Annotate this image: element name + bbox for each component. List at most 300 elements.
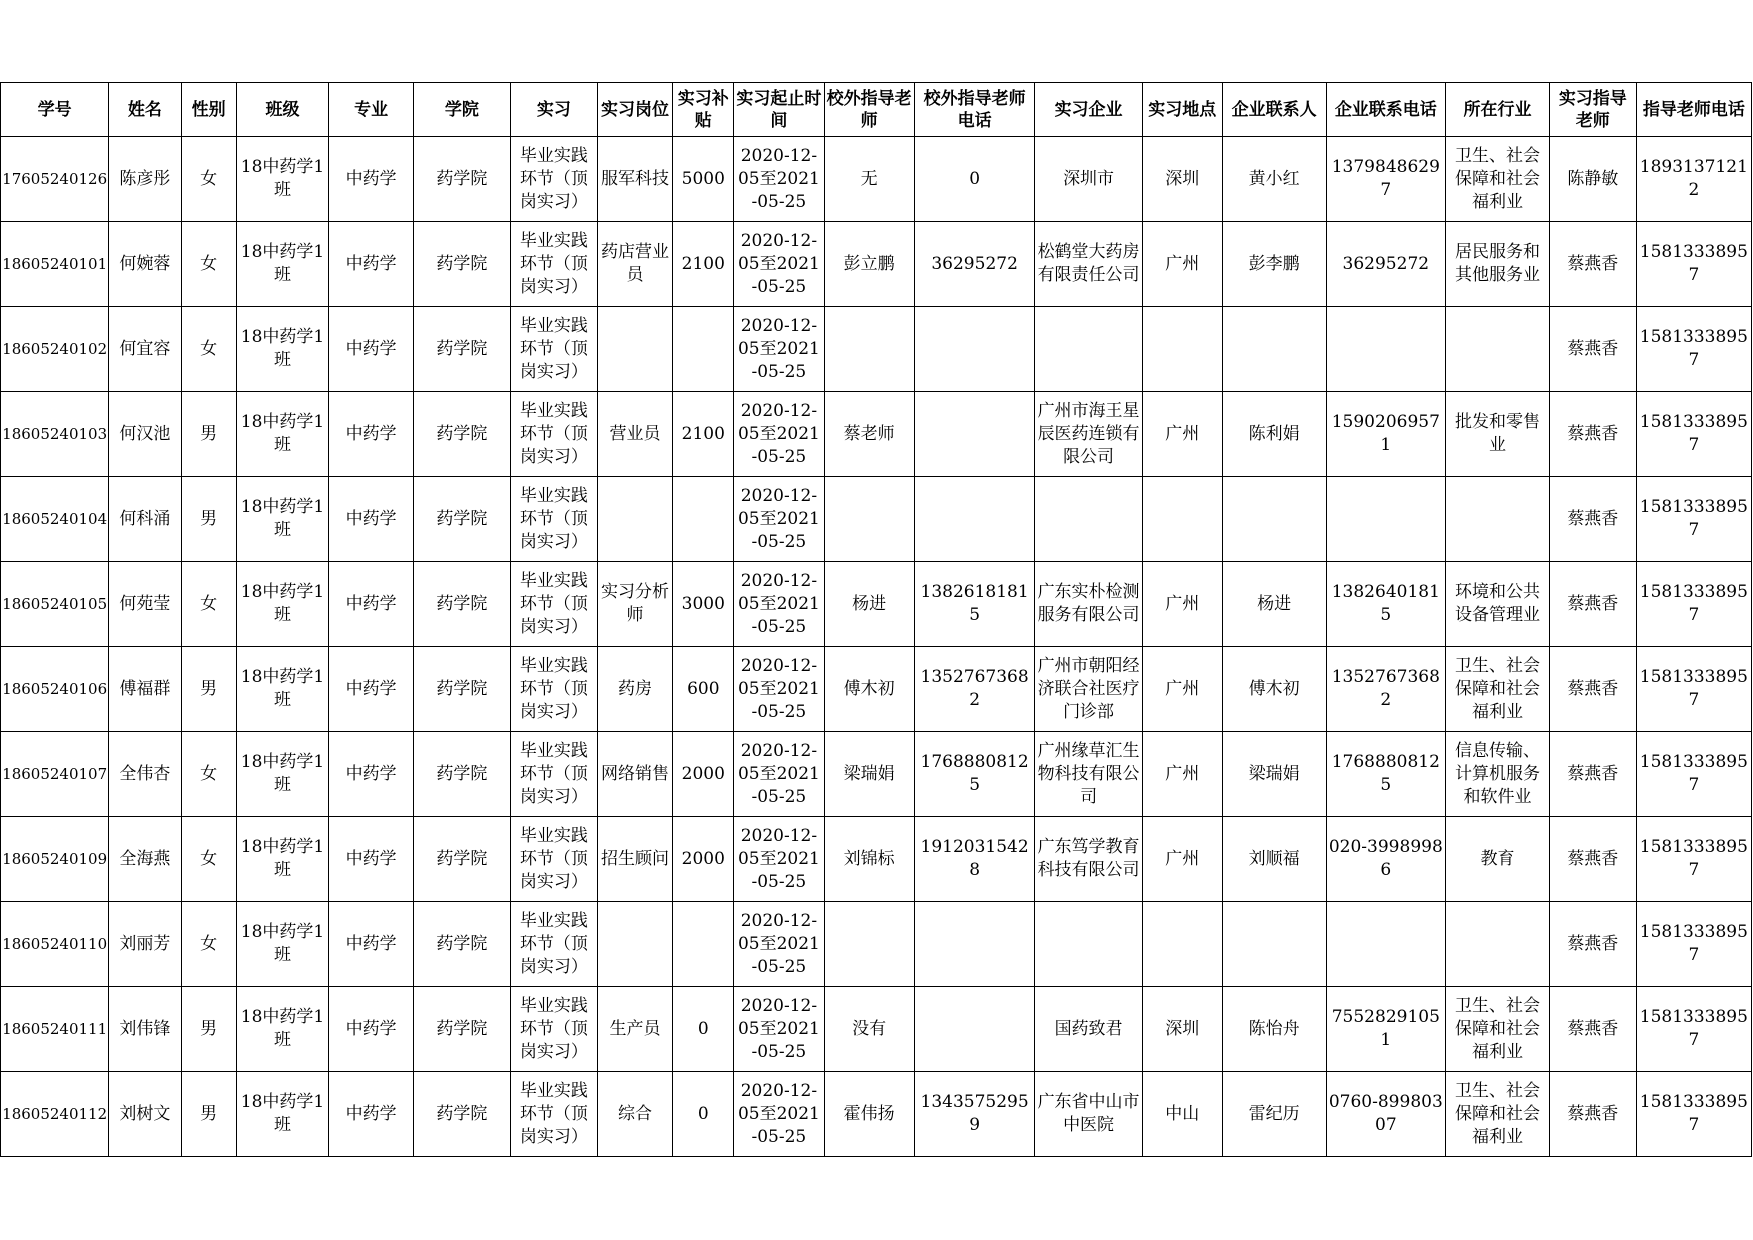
cell-text: 2000	[681, 763, 725, 784]
cell-industry	[1446, 647, 1550, 732]
cell-text: 18中药学1班	[240, 242, 325, 285]
cell-internship-subsidy	[673, 732, 734, 817]
cell-college	[413, 562, 510, 647]
cell-major	[329, 902, 414, 987]
cell-text: 毕业实践环节（顶岗实习）	[519, 230, 588, 297]
cell-text: 刘树文	[119, 1103, 171, 1124]
table-body	[1, 137, 1752, 1157]
header-gender: 性别	[181, 83, 236, 137]
cell-student-id	[1, 477, 109, 562]
cell-internship-type	[510, 647, 597, 732]
table-row	[1, 222, 1752, 307]
cell-college	[413, 392, 510, 477]
cell-text: 36295272	[931, 253, 1018, 274]
cell-text: 0	[697, 1018, 709, 1039]
cell-supervisor-phone	[1636, 987, 1751, 1072]
cell-text: 药学院	[436, 253, 488, 274]
cell-text: 广东笃学教育科技有限公司	[1037, 837, 1140, 880]
header-student-id: 学号	[1, 83, 109, 137]
cell-text: 13435752959	[920, 1092, 1029, 1135]
cell-text: 霍伟扬	[843, 1103, 895, 1124]
cell-supervisor-phone	[1636, 1072, 1751, 1157]
cell-text: 男	[200, 423, 218, 444]
cell-text: 男	[200, 678, 218, 699]
cell-major	[329, 562, 414, 647]
cell-text: 020-39989986	[1328, 837, 1443, 880]
cell-text: 何科涌	[119, 508, 171, 529]
cell-text: 2100	[681, 423, 725, 444]
cell-text: 19120315428	[920, 837, 1029, 880]
cell-internship-supervisor	[1549, 477, 1636, 562]
cell-industry	[1446, 477, 1550, 562]
cell-text: 2020-12-05至2021-05-25	[737, 145, 820, 212]
header-company-contact-phone: 企业联系电话	[1326, 83, 1446, 137]
cell-text: 傅木初	[1248, 678, 1300, 699]
cell-internship-company	[1035, 562, 1142, 647]
cell-text: 何苑莹	[119, 593, 171, 614]
cell-text: 75528291051	[1331, 1007, 1440, 1050]
cell-class	[236, 307, 329, 392]
cell-internship-subsidy	[673, 307, 734, 392]
cell-internship-company	[1035, 732, 1142, 817]
cell-internship-supervisor	[1549, 987, 1636, 1072]
cell-external-supervisor-phone	[914, 1072, 1035, 1157]
cell-class	[236, 647, 329, 732]
cell-external-supervisor	[824, 307, 914, 392]
cell-text: 2020-12-05至2021-05-25	[737, 1080, 820, 1147]
cell-text: 中山	[1165, 1103, 1200, 1124]
cell-text: 18605240104	[2, 509, 108, 528]
cell-internship-location	[1142, 987, 1222, 1072]
cell-text: 中药学	[345, 338, 397, 359]
cell-internship-position	[597, 902, 673, 987]
cell-text: 广州	[1165, 593, 1200, 614]
cell-text: 卫生、社会保障和社会福利业	[1455, 145, 1540, 212]
cell-text: 15813338957	[1639, 922, 1748, 965]
cell-text: 2020-12-05至2021-05-25	[737, 825, 820, 892]
header-internship-supervisor: 实习指导老师	[1549, 83, 1636, 137]
cell-text: 黄小红	[1248, 168, 1300, 189]
cell-gender	[181, 732, 236, 817]
cell-company-contact-phone	[1326, 817, 1446, 902]
cell-text: 蔡燕香	[1567, 338, 1619, 359]
cell-internship-location	[1142, 222, 1222, 307]
cell-class	[236, 477, 329, 562]
cell-text: 2020-12-05至2021-05-25	[737, 910, 820, 977]
cell-company-contact	[1222, 137, 1326, 222]
cell-company-contact-phone	[1326, 477, 1446, 562]
cell-name	[109, 307, 181, 392]
cell-name	[109, 732, 181, 817]
cell-text: 5000	[681, 168, 725, 189]
cell-text: 药学院	[436, 508, 488, 529]
cell-company-contact	[1222, 647, 1326, 732]
cell-internship-type	[510, 137, 597, 222]
cell-external-supervisor-phone	[914, 562, 1035, 647]
cell-text: 药学院	[436, 848, 488, 869]
cell-text: 药学院	[436, 338, 488, 359]
cell-text: 女	[200, 593, 218, 614]
cell-gender	[181, 647, 236, 732]
cell-text: 刘伟锋	[119, 1018, 171, 1039]
cell-internship-period	[734, 732, 824, 817]
cell-text: 15813338957	[1639, 1092, 1748, 1135]
cell-text: 18605240105	[2, 594, 108, 613]
cell-internship-subsidy	[673, 392, 734, 477]
cell-text: 生产员	[609, 1018, 661, 1039]
cell-industry	[1446, 987, 1550, 1072]
cell-gender	[181, 987, 236, 1072]
cell-text: 实习分析师	[601, 582, 670, 625]
cell-text: 15902069571	[1331, 412, 1440, 455]
cell-text: 17688808125	[920, 752, 1029, 795]
cell-supervisor-phone	[1636, 477, 1751, 562]
cell-text: 药学院	[436, 933, 488, 954]
cell-text: 国药致君	[1054, 1018, 1123, 1039]
cell-text: 3000	[681, 593, 725, 614]
cell-internship-type	[510, 392, 597, 477]
cell-internship-position	[597, 817, 673, 902]
cell-college	[413, 137, 510, 222]
cell-college	[413, 902, 510, 987]
header-industry: 所在行业	[1446, 83, 1550, 137]
cell-external-supervisor	[824, 222, 914, 307]
cell-class	[236, 137, 329, 222]
cell-text: 中药学	[345, 933, 397, 954]
cell-company-contact-phone	[1326, 732, 1446, 817]
cell-college	[413, 1072, 510, 1157]
cell-internship-subsidy	[673, 222, 734, 307]
cell-external-supervisor-phone	[914, 477, 1035, 562]
cell-internship-location	[1142, 902, 1222, 987]
table-row	[1, 307, 1752, 392]
cell-internship-supervisor	[1549, 817, 1636, 902]
cell-class	[236, 732, 329, 817]
cell-text: 中药学	[345, 1103, 397, 1124]
cell-external-supervisor-phone	[914, 647, 1035, 732]
cell-text: 18中药学1班	[240, 412, 325, 455]
internship-table	[0, 82, 1752, 1157]
cell-text: 13527673682	[920, 667, 1029, 710]
cell-class	[236, 902, 329, 987]
cell-internship-position	[597, 307, 673, 392]
cell-external-supervisor-phone	[914, 137, 1035, 222]
cell-internship-subsidy	[673, 1072, 734, 1157]
cell-text: 网络销售	[601, 763, 670, 784]
cell-text: 广州市朝阳经济联合社医疗门诊部	[1037, 655, 1140, 722]
cell-text: 毕业实践环节（顶岗实习）	[519, 740, 588, 807]
table-row	[1, 1072, 1752, 1157]
cell-internship-company	[1035, 1072, 1142, 1157]
cell-text: 杨进	[852, 593, 887, 614]
cell-text: 毕业实践环节（顶岗实习）	[519, 995, 588, 1062]
cell-text: 信息传输、计算机服务和软件业	[1455, 740, 1540, 807]
cell-text: 毕业实践环节（顶岗实习）	[519, 910, 588, 977]
cell-internship-supervisor	[1549, 222, 1636, 307]
cell-internship-location	[1142, 477, 1222, 562]
cell-text: 18中药学1班	[240, 752, 325, 795]
cell-major	[329, 1072, 414, 1157]
cell-text: 中药学	[345, 848, 397, 869]
cell-name	[109, 647, 181, 732]
cell-internship-company	[1035, 647, 1142, 732]
cell-college	[413, 222, 510, 307]
cell-internship-type	[510, 307, 597, 392]
cell-internship-location	[1142, 732, 1222, 817]
cell-major	[329, 732, 414, 817]
cell-internship-company	[1035, 392, 1142, 477]
cell-text: 13826181815	[920, 582, 1029, 625]
cell-internship-period	[734, 647, 824, 732]
cell-class	[236, 222, 329, 307]
cell-company-contact	[1222, 732, 1326, 817]
cell-name	[109, 222, 181, 307]
cell-text: 18605240111	[2, 1019, 108, 1038]
cell-text: 女	[200, 253, 218, 274]
table-row	[1, 477, 1752, 562]
cell-text: 15813338957	[1639, 412, 1748, 455]
cell-text: 2020-12-05至2021-05-25	[737, 400, 820, 467]
cell-external-supervisor	[824, 477, 914, 562]
cell-major	[329, 222, 414, 307]
cell-external-supervisor	[824, 987, 914, 1072]
cell-text: 批发和零售业	[1455, 412, 1540, 455]
cell-text: 广州市海王星辰医药连锁有限公司	[1037, 400, 1140, 467]
cell-internship-supervisor	[1549, 732, 1636, 817]
cell-internship-company	[1035, 987, 1142, 1072]
cell-text: 蔡燕香	[1567, 678, 1619, 699]
cell-internship-period	[734, 392, 824, 477]
cell-internship-period	[734, 222, 824, 307]
cell-text: 毕业实践环节（顶岗实习）	[519, 570, 588, 637]
cell-internship-location	[1142, 647, 1222, 732]
cell-text: 18605240112	[2, 1104, 108, 1123]
cell-internship-type	[510, 902, 597, 987]
cell-text: 男	[200, 1018, 218, 1039]
cell-industry	[1446, 902, 1550, 987]
cell-text: 彭李鹏	[1248, 253, 1300, 274]
cell-text: 13798486297	[1331, 157, 1440, 200]
cell-text: 药学院	[436, 423, 488, 444]
cell-internship-subsidy	[673, 817, 734, 902]
cell-text: 18931371212	[1639, 157, 1748, 200]
cell-name	[109, 392, 181, 477]
cell-text: 18中药学1班	[240, 1092, 325, 1135]
cell-text: 18中药学1班	[240, 582, 325, 625]
cell-internship-position	[597, 392, 673, 477]
cell-student-id	[1, 902, 109, 987]
cell-supervisor-phone	[1636, 647, 1751, 732]
cell-text: 女	[200, 763, 218, 784]
cell-internship-position	[597, 1072, 673, 1157]
cell-gender	[181, 1072, 236, 1157]
cell-student-id	[1, 647, 109, 732]
cell-gender	[181, 562, 236, 647]
cell-text: 18中药学1班	[240, 922, 325, 965]
cell-student-id	[1, 307, 109, 392]
header-external-supervisor: 校外指导老师	[824, 83, 914, 137]
cell-text: 教育	[1480, 848, 1515, 869]
cell-supervisor-phone	[1636, 137, 1751, 222]
cell-internship-supervisor	[1549, 307, 1636, 392]
cell-student-id	[1, 987, 109, 1072]
cell-company-contact	[1222, 987, 1326, 1072]
cell-internship-type	[510, 732, 597, 817]
cell-text: 陈利娟	[1248, 423, 1300, 444]
cell-company-contact-phone	[1326, 902, 1446, 987]
cell-industry	[1446, 392, 1550, 477]
cell-major	[329, 987, 414, 1072]
table-row	[1, 647, 1752, 732]
cell-text: 药学院	[436, 1103, 488, 1124]
cell-text: 傅木初	[843, 678, 895, 699]
cell-text: 中药学	[345, 423, 397, 444]
cell-text: 毕业实践环节（顶岗实习）	[519, 400, 588, 467]
header-internship-type: 实习	[510, 83, 597, 137]
cell-internship-period	[734, 562, 824, 647]
cell-text: 15813338957	[1639, 667, 1748, 710]
cell-external-supervisor-phone	[914, 222, 1035, 307]
document-page	[0, 82, 1752, 1157]
header-internship-company: 实习企业	[1035, 83, 1142, 137]
header-internship-period: 实习起止时间	[734, 83, 824, 137]
cell-text: 2000	[681, 848, 725, 869]
cell-internship-period	[734, 477, 824, 562]
cell-internship-company	[1035, 817, 1142, 902]
cell-student-id	[1, 392, 109, 477]
cell-text: 毕业实践环节（顶岗实习）	[519, 1080, 588, 1147]
cell-student-id	[1, 137, 109, 222]
cell-internship-period	[734, 817, 824, 902]
cell-text: 2100	[681, 253, 725, 274]
header-major: 专业	[329, 83, 414, 137]
cell-text: 蔡燕香	[1567, 423, 1619, 444]
cell-internship-subsidy	[673, 137, 734, 222]
cell-text: 广州	[1165, 253, 1200, 274]
cell-major	[329, 392, 414, 477]
cell-text: 18中药学1班	[240, 327, 325, 370]
cell-gender	[181, 137, 236, 222]
cell-text: 全伟杏	[119, 763, 171, 784]
cell-text: 15813338957	[1639, 752, 1748, 795]
cell-name	[109, 1072, 181, 1157]
cell-external-supervisor-phone	[914, 732, 1035, 817]
cell-company-contact	[1222, 817, 1326, 902]
cell-text: 营业员	[609, 423, 661, 444]
cell-internship-location	[1142, 137, 1222, 222]
cell-text: 蔡老师	[843, 423, 895, 444]
cell-text: 傅福群	[119, 678, 171, 699]
cell-company-contact	[1222, 477, 1326, 562]
cell-external-supervisor	[824, 562, 914, 647]
cell-company-contact-phone	[1326, 562, 1446, 647]
cell-text: 中药学	[345, 168, 397, 189]
cell-internship-position	[597, 987, 673, 1072]
cell-text: 36295272	[1342, 253, 1430, 274]
cell-text: 毕业实践环节（顶岗实习）	[519, 485, 588, 552]
cell-college	[413, 817, 510, 902]
cell-text: 毕业实践环节（顶岗实习）	[519, 145, 588, 212]
cell-company-contact-phone	[1326, 307, 1446, 392]
cell-text: 何汉池	[119, 423, 171, 444]
cell-supervisor-phone	[1636, 902, 1751, 987]
cell-internship-supervisor	[1549, 1072, 1636, 1157]
cell-external-supervisor	[824, 1072, 914, 1157]
cell-text: 中药学	[345, 508, 397, 529]
cell-internship-position	[597, 222, 673, 307]
cell-industry	[1446, 562, 1550, 647]
cell-company-contact	[1222, 222, 1326, 307]
cell-text: 药房	[618, 678, 653, 699]
cell-internship-position	[597, 477, 673, 562]
cell-text: 蔡燕香	[1567, 763, 1619, 784]
cell-industry	[1446, 222, 1550, 307]
cell-text: 18中药学1班	[240, 667, 325, 710]
cell-internship-location	[1142, 392, 1222, 477]
cell-text: 梁瑞娟	[1248, 763, 1300, 784]
cell-name	[109, 562, 181, 647]
cell-text: 梁瑞娟	[843, 763, 895, 784]
cell-text: 蔡燕香	[1567, 1103, 1619, 1124]
cell-company-contact-phone	[1326, 647, 1446, 732]
cell-text: 15813338957	[1639, 327, 1748, 370]
cell-gender	[181, 902, 236, 987]
cell-text: 深圳市	[1063, 168, 1115, 189]
cell-internship-subsidy	[673, 987, 734, 1072]
cell-text: 药学院	[436, 763, 488, 784]
cell-internship-type	[510, 222, 597, 307]
cell-internship-period	[734, 1072, 824, 1157]
cell-external-supervisor	[824, 647, 914, 732]
cell-company-contact-phone	[1326, 392, 1446, 477]
header-internship-position: 实习岗位	[597, 83, 673, 137]
cell-internship-subsidy	[673, 647, 734, 732]
cell-text: 女	[200, 338, 218, 359]
cell-internship-period	[734, 307, 824, 392]
cell-text: 卫生、社会保障和社会福利业	[1455, 995, 1540, 1062]
cell-text: 15813338957	[1639, 497, 1748, 540]
cell-text: 药学院	[436, 593, 488, 614]
cell-text: 深圳	[1165, 1018, 1200, 1039]
cell-text: 18605240109	[2, 849, 108, 868]
table-row	[1, 902, 1752, 987]
cell-name	[109, 987, 181, 1072]
cell-internship-location	[1142, 1072, 1222, 1157]
cell-text: 18中药学1班	[240, 497, 325, 540]
cell-internship-period	[734, 137, 824, 222]
cell-text: 药学院	[436, 168, 488, 189]
cell-text: 600	[687, 678, 720, 699]
cell-major	[329, 817, 414, 902]
cell-text: 广州	[1165, 763, 1200, 784]
cell-text: 2020-12-05至2021-05-25	[737, 570, 820, 637]
cell-text: 招生顾问	[601, 848, 670, 869]
cell-name	[109, 902, 181, 987]
cell-text: 18605240110	[2, 934, 108, 953]
cell-text: 药学院	[436, 678, 488, 699]
cell-text: 雷纪历	[1248, 1103, 1300, 1124]
cell-student-id	[1, 222, 109, 307]
cell-text: 15813338957	[1639, 1007, 1748, 1050]
cell-text: 无	[860, 168, 878, 189]
header-name: 姓名	[109, 83, 181, 137]
header-supervisor-phone: 指导老师电话	[1636, 83, 1751, 137]
cell-text: 综合	[618, 1103, 653, 1124]
cell-gender	[181, 222, 236, 307]
header-class: 班级	[236, 83, 329, 137]
cell-text: 17688808125	[1331, 752, 1440, 795]
cell-class	[236, 562, 329, 647]
